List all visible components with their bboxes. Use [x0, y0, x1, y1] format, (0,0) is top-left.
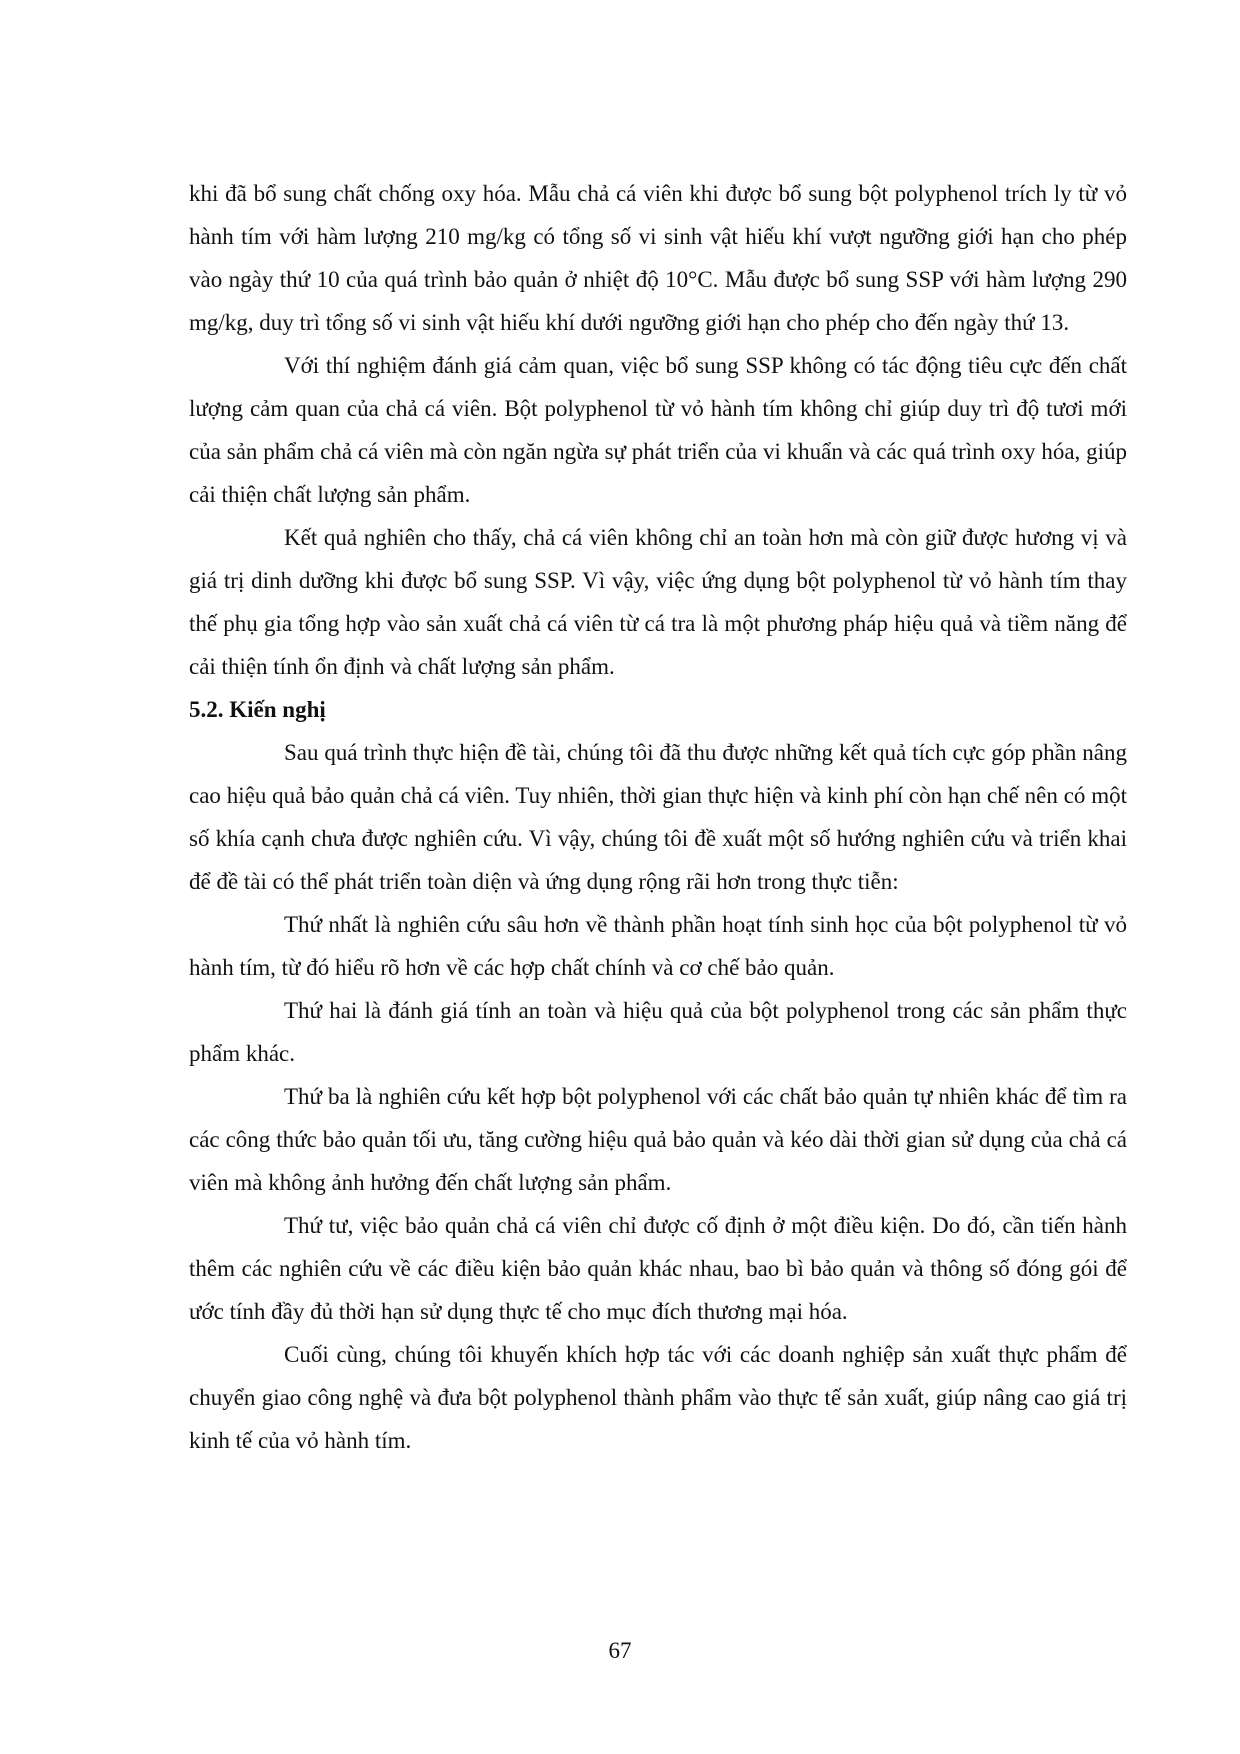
paragraph-sensory-evaluation: Với thí nghiệm đánh giá cảm quan, việc bổ sung SSP không có tác động tiêu cực đến chất lượng cảm quan của chả cá viên. Bột polyphenol từ vỏ hành tím không chỉ giúp duy trì độ tươi mới của sản phẩm chả cá viên mà còn ngăn ngừa sự phát triển của vi khuẩn và các quá trình oxy hóa, giúp cải thiện chất lượng sản phẩm. [189, 353, 1127, 507]
paragraph-recommendation-first: Thứ nhất là nghiên cứu sâu hơn về thành phần hoạt tính sinh học của bột polyphenol từ vỏ hành tím, từ đó hiểu rõ hơn về các hợp chất chính và cơ chế bảo quản. [189, 912, 1127, 980]
body-text [189, 172, 1127, 1462]
paragraph-recommendation-fourth: Thứ tư, việc bảo quản chả cá viên chỉ được cố định ở một điều kiện. Do đó, cần tiến hành thêm các nghiên cứu về các điều kiện bảo quản khác nhau, bao bì bảo quản và thông số đóng gói để ước tính đầy đủ thời hạn sử dụng thực tế cho mục đích thương mại hóa. [189, 1213, 1127, 1324]
page-number: 67 [608, 1638, 632, 1663]
paragraph-recommendation-third: Thứ ba là nghiên cứu kết hợp bột polyphenol với các chất bảo quản tự nhiên khác để tìm ra các công thức bảo quản tối ưu, tăng cường hiệu quả bảo quản và kéo dài thời gian sử dụng của chả cá viên mà không ảnh hưởng đến chất lượng sản phẩm. [189, 1084, 1127, 1195]
paragraph-recommendation-second: Thứ hai là đánh giá tính an toàn và hiệu quả của bột polyphenol trong các sản phẩm thực phẩm khác. [189, 998, 1127, 1066]
paragraph-recommendation-final: Cuối cùng, chúng tôi khuyến khích hợp tác với các doanh nghiệp sản xuất thực phẩm để chuyển giao công nghệ và đưa bột polyphenol thành phẩm vào thực tế sản xuất, giúp nâng cao giá trị kinh tế của vỏ hành tím. [189, 1342, 1127, 1453]
section-heading: 5.2. Kiến nghị [189, 697, 326, 722]
paragraph-recommendation-intro: Sau quá trình thực hiện đề tài, chúng tôi đã thu được những kết quả tích cực góp phần nâng cao hiệu quả bảo quản chả cá viên. Tuy nhiên, thời gian thực hiện và kinh phí còn hạn chế nên có một số khía cạnh chưa được nghiên cứu. Vì vậy, chúng tôi đề xuất một số hướng nghiên cứu và triển khai để đề tài có thể phát triển toàn diện và ứng dụng rộng rãi hơn trong thực tiễn: [189, 740, 1127, 894]
paragraph-continuation: khi đã bổ sung chất chống oxy hóa. Mẫu chả cá viên khi được bổ sung bột polyphenol trích ly từ vỏ hành tím với hàm lượng 210 mg/kg có tổng số vi sinh vật hiếu khí vượt ngưỡng giới hạn cho phép vào ngày thứ 10 của quá trình bảo quản ở nhiệt độ 10°C. Mẫu được bổ sung SSP với hàm lượng 290 mg/kg, duy trì tổng số vi sinh vật hiếu khí dưới ngưỡng giới hạn cho phép cho đến ngày thứ 13. [189, 181, 1127, 335]
paragraph-conclusion: Kết quả nghiên cho thấy, chả cá viên không chỉ an toàn hơn mà còn giữ được hương vị và giá trị dinh dưỡng khi được bổ sung SSP. Vì vậy, việc ứng dụng bột polyphenol từ vỏ hành tím thay thế phụ gia tổng hợp vào sản xuất chả cá viên từ cá tra là một phương pháp hiệu quả và tiềm năng để cải thiện tính ổn định và chất lượng sản phẩm. [189, 525, 1127, 679]
